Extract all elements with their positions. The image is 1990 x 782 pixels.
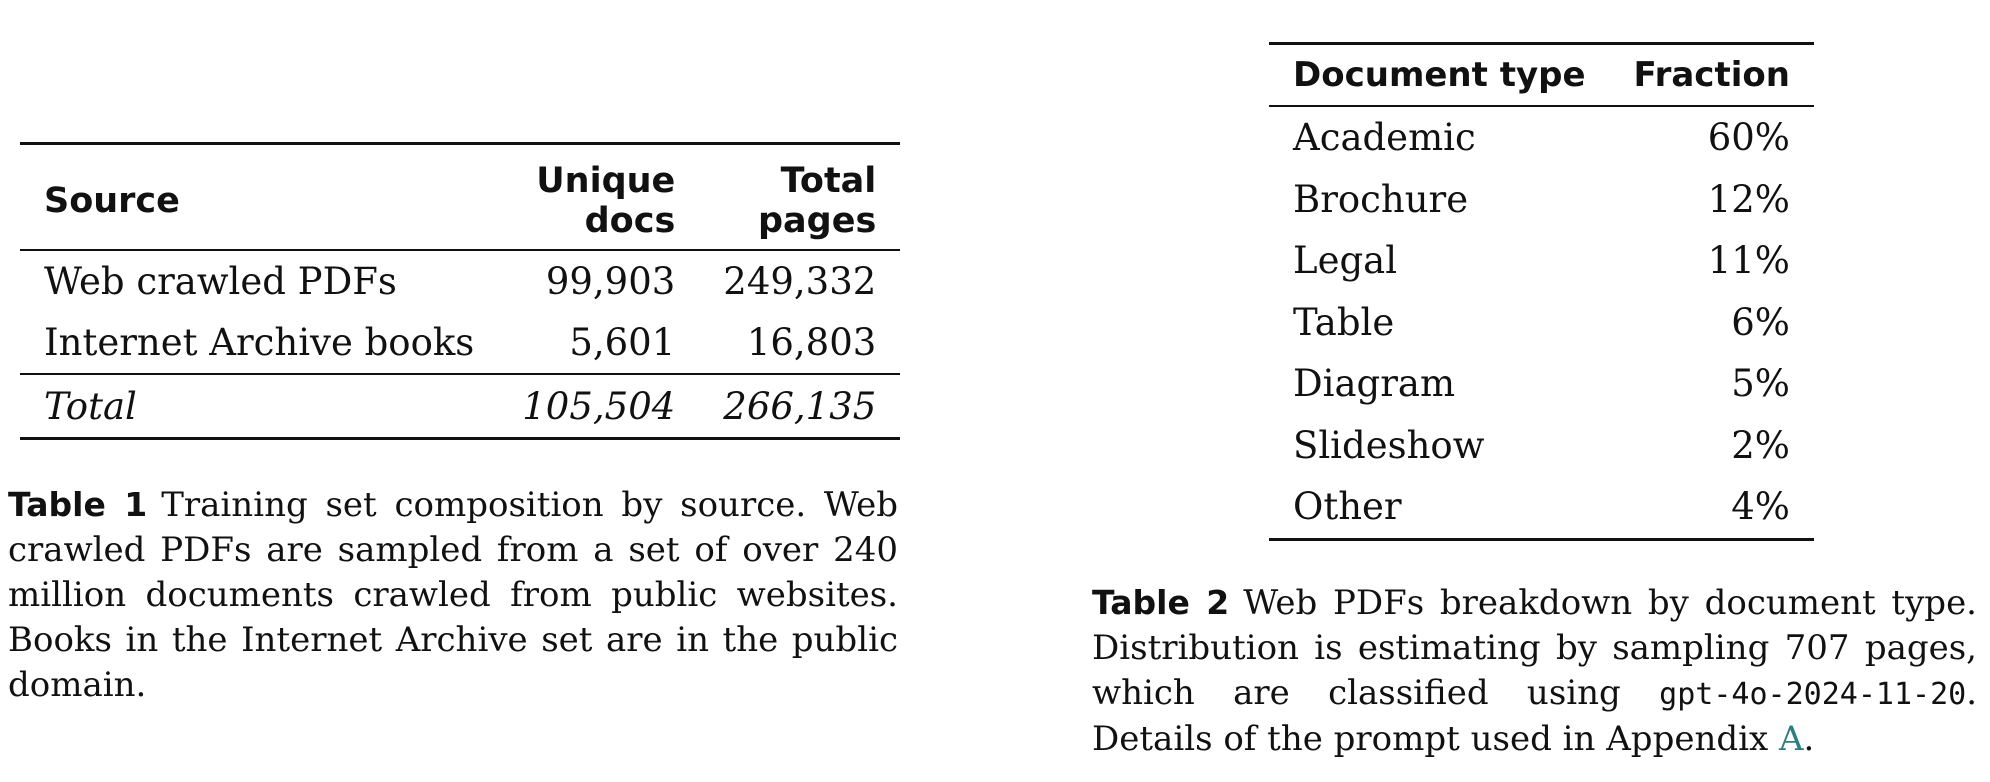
table-1-caption	[8, 482, 898, 708]
cell-document-type: Table	[1293, 300, 1395, 344]
table-2-header-row	[1269, 44, 1814, 107]
table-row	[1269, 476, 1814, 539]
table-1-caption-text: Training set composition by source. Web crawled PDFs are sampled from a set of over 240 million documents crawled from public websites. Books in the Internet Archive set are in the public domain.	[8, 485, 898, 705]
cell-fraction: 5%	[1731, 362, 1790, 406]
header-document-type: Document type	[1269, 44, 1610, 107]
cell-unique-docs: 5,601	[569, 321, 676, 364]
cell-total-unique-docs: 105,504	[498, 374, 699, 439]
header-total-pages	[699, 144, 900, 251]
table-2-caption	[1092, 580, 1977, 762]
header-unique-docs-line2: docs	[584, 201, 676, 241]
table-2-caption-text: Web PDFs breakdown by document type. Distribution is estimating by sampling 707 pages, which are classified using	[1092, 583, 1977, 713]
table-total-row	[20, 374, 900, 439]
table-2	[1269, 42, 1803, 541]
header-total-pages-line1: Total	[780, 161, 877, 201]
cell-document-type: Legal	[1293, 239, 1398, 283]
table-2-caption-end: .	[1803, 719, 1815, 759]
table-row	[1269, 292, 1814, 354]
header-unique-docs	[498, 144, 699, 251]
model-name: gpt-4o-2024-11-20	[1659, 677, 1967, 712]
cell-document-type: Diagram	[1293, 362, 1456, 406]
table-row	[1269, 353, 1814, 415]
document-type-breakdown-table	[1269, 42, 1814, 541]
cell-fraction: 6%	[1731, 300, 1790, 344]
table-row	[20, 250, 900, 312]
cell-fraction: 4%	[1731, 485, 1790, 529]
cell-source: Web crawled PDFs	[44, 260, 397, 303]
table-row	[20, 312, 900, 374]
header-unique-docs-line1: Unique	[536, 161, 676, 201]
cell-unique-docs: 99,903	[545, 260, 676, 303]
table-row	[1269, 415, 1814, 477]
cell-source: Internet Archive books	[44, 321, 475, 364]
cell-total-pages: 249,332	[723, 260, 877, 303]
table-1-header-row	[20, 144, 900, 251]
table-1-caption-label: Table 1	[8, 485, 148, 524]
table-row	[1269, 169, 1814, 231]
cell-fraction: 2%	[1731, 423, 1790, 467]
cell-document-type: Academic	[1293, 116, 1476, 160]
cell-total-total-pages: 266,135	[699, 374, 900, 439]
appendix-a-link[interactable]: A	[1778, 719, 1804, 759]
header-total-pages-line2: pages	[758, 201, 877, 241]
cell-fraction: 11%	[1707, 239, 1790, 283]
table-row	[1269, 230, 1814, 292]
cell-total-label: Total	[20, 374, 498, 439]
cell-document-type: Slideshow	[1293, 423, 1485, 467]
table-2-caption-text-after: . Details of the prompt used in Appendix	[1092, 673, 1977, 759]
cell-fraction: 60%	[1707, 116, 1790, 160]
header-fraction: Fraction	[1610, 44, 1814, 107]
cell-total-pages: 16,803	[746, 321, 877, 364]
table-row	[1269, 106, 1814, 169]
table-1	[20, 142, 885, 440]
cell-document-type: Brochure	[1293, 177, 1469, 221]
cell-fraction: 12%	[1707, 177, 1790, 221]
table-2-caption-label: Table 2	[1092, 583, 1230, 622]
header-source: Source	[20, 144, 498, 251]
training-set-composition-table	[20, 142, 900, 440]
cell-document-type: Other	[1293, 485, 1402, 529]
